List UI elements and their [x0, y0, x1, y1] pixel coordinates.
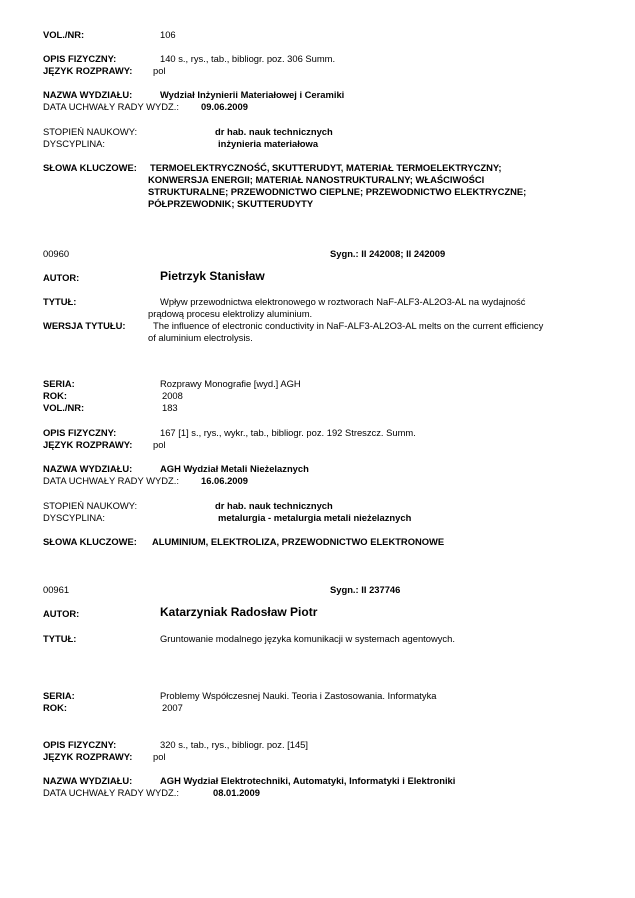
vol-value: 106	[160, 29, 176, 40]
seria-value: Problemy Współczesnej Nauki. Teoria i Zastosowania. Informatyka	[160, 690, 437, 701]
autor-value: Katarzyniak Radosław Piotr	[160, 605, 318, 619]
stopien-label: STOPIEŃ NAUKOWY:	[43, 126, 138, 137]
stopien-label: STOPIEŃ NAUKOWY:	[43, 500, 138, 511]
data-value: 09.06.2009	[201, 101, 248, 112]
jezyk-label: JĘZYK ROZPRAWY:	[43, 65, 133, 76]
jezyk-label: JĘZYK ROZPRAWY:	[43, 439, 133, 450]
dyscyplina-label: DYSCYPLINA:	[43, 512, 105, 523]
data-label: DATA UCHWAŁY RADY WYDZ.:	[43, 101, 179, 112]
slowa-value: ALUMINIUM, ELEKTROLIZA, PRZEWODNICTWO ELEKTRONOWE	[152, 536, 445, 547]
wydzial-value: AGH Wydział Metali Nieżelaznych	[160, 463, 309, 474]
slowa-label: SŁOWA KLUCZOWE:	[43, 162, 137, 173]
jezyk-value: pol	[153, 65, 166, 76]
tytul-value: Gruntowanie modalnego języka komunikacji w systemach agentowych.	[160, 633, 455, 644]
sygnatura: Sygn.: II 237746	[330, 584, 401, 595]
dyscyplina-label: DYSCYPLINA:	[43, 138, 105, 149]
slowa-line-2: KONWERSJA ENERGII; MATERIAŁ NANOSTRUKTURALNY; WŁAŚCIWOŚCI	[148, 174, 485, 185]
record-number: 00960	[43, 248, 70, 259]
opis-label: OPIS FIZYCZNY:	[43, 427, 117, 438]
rok-value: 2008	[162, 390, 183, 401]
slowa-label: SŁOWA KLUCZOWE:	[43, 536, 137, 547]
jezyk-label: JĘZYK ROZPRAWY:	[43, 751, 133, 762]
opis-value: 167 [1] s., rys., wykr., tab., bibliogr. poz. 192 Streszcz. Summ.	[160, 427, 416, 438]
jezyk-value: pol	[153, 439, 166, 450]
data-value: 08.01.2009	[213, 787, 260, 798]
wydzial-value: Wydział Inżynierii Materiałowej i Ceramiki	[160, 89, 345, 100]
tytul-line-2: prądową procesu elektrolizy aluminium.	[148, 308, 313, 319]
autor-value: Pietrzyk Stanisław	[160, 269, 265, 283]
vol-value: 183	[162, 402, 178, 413]
vol-label: VOL./NR:	[43, 29, 85, 40]
dyscyplina-value: metalurgia - metalurgia metali nieżelaznych	[218, 512, 412, 523]
record-number: 00961	[43, 584, 70, 595]
autor-label: AUTOR:	[43, 608, 80, 619]
opis-label: OPIS FIZYCZNY:	[43, 739, 117, 750]
vol-label: VOL./NR:	[43, 402, 85, 413]
slowa-line-1: TERMOELEKTRYCZNOŚĆ, SKUTTERUDYT, MATERIAŁ TERMOELEKTRYCZNY;	[150, 162, 502, 173]
opis-label: OPIS FIZYCZNY:	[43, 53, 117, 64]
opis-value: 320 s., tab., rys., bibliogr. poz. [145]	[160, 739, 308, 750]
dyscyplina-value: inżynieria materiałowa	[218, 138, 319, 149]
slowa-line-3: STRUKTURALNE; PRZEWODNICTWO CIEPLNE; PRZEWODNICTWO ELEKTRYCZNE;	[148, 186, 527, 197]
wersja-label: WERSJA TYTUŁU:	[43, 320, 126, 331]
sygnatura: Sygn.: II 242008; II 242009	[330, 248, 446, 259]
rok-label: ROK:	[43, 702, 67, 713]
wydzial-label: NAZWA WYDZIAŁU:	[43, 89, 133, 100]
autor-label: AUTOR:	[43, 272, 80, 283]
wydzial-label: NAZWA WYDZIAŁU:	[43, 775, 133, 786]
data-value: 16.06.2009	[201, 475, 248, 486]
data-label: DATA UCHWAŁY RADY WYDZ.:	[43, 787, 179, 798]
tytul-label: TYTUŁ:	[43, 633, 77, 644]
wersja-line-1: The influence of electronic conductivity in NaF-ALF3-AL2O3-AL melts on the current efficiency	[153, 320, 544, 331]
stopien-value: dr hab. nauk technicznych	[215, 126, 333, 137]
tytul-line-1: Wpływ przewodnictwa elektronowego w roztworach NaF-ALF3-AL2O3-AL na wydajność	[160, 296, 526, 307]
opis-value: 140 s., rys., tab., bibliogr. poz. 306 Summ.	[160, 53, 336, 64]
wydzial-value: AGH Wydział Elektrotechniki, Automatyki, Informatyki i Elektroniki	[160, 775, 456, 786]
seria-label: SERIA:	[43, 378, 75, 389]
wersja-line-2: of aluminium electrolysis.	[148, 332, 253, 343]
wydzial-label: NAZWA WYDZIAŁU:	[43, 463, 133, 474]
tytul-label: TYTUŁ:	[43, 296, 77, 307]
slowa-line-4: PÓŁPRZEWODNIK; SKUTTERUDYTY	[148, 198, 314, 209]
jezyk-value: pol	[153, 751, 166, 762]
seria-value: Rozprawy Monografie [wyd.] AGH	[160, 378, 301, 389]
seria-label: SERIA:	[43, 690, 75, 701]
rok-label: ROK:	[43, 390, 67, 401]
stopien-value: dr hab. nauk technicznych	[215, 500, 333, 511]
rok-value: 2007	[162, 702, 183, 713]
data-label: DATA UCHWAŁY RADY WYDZ.:	[43, 475, 179, 486]
